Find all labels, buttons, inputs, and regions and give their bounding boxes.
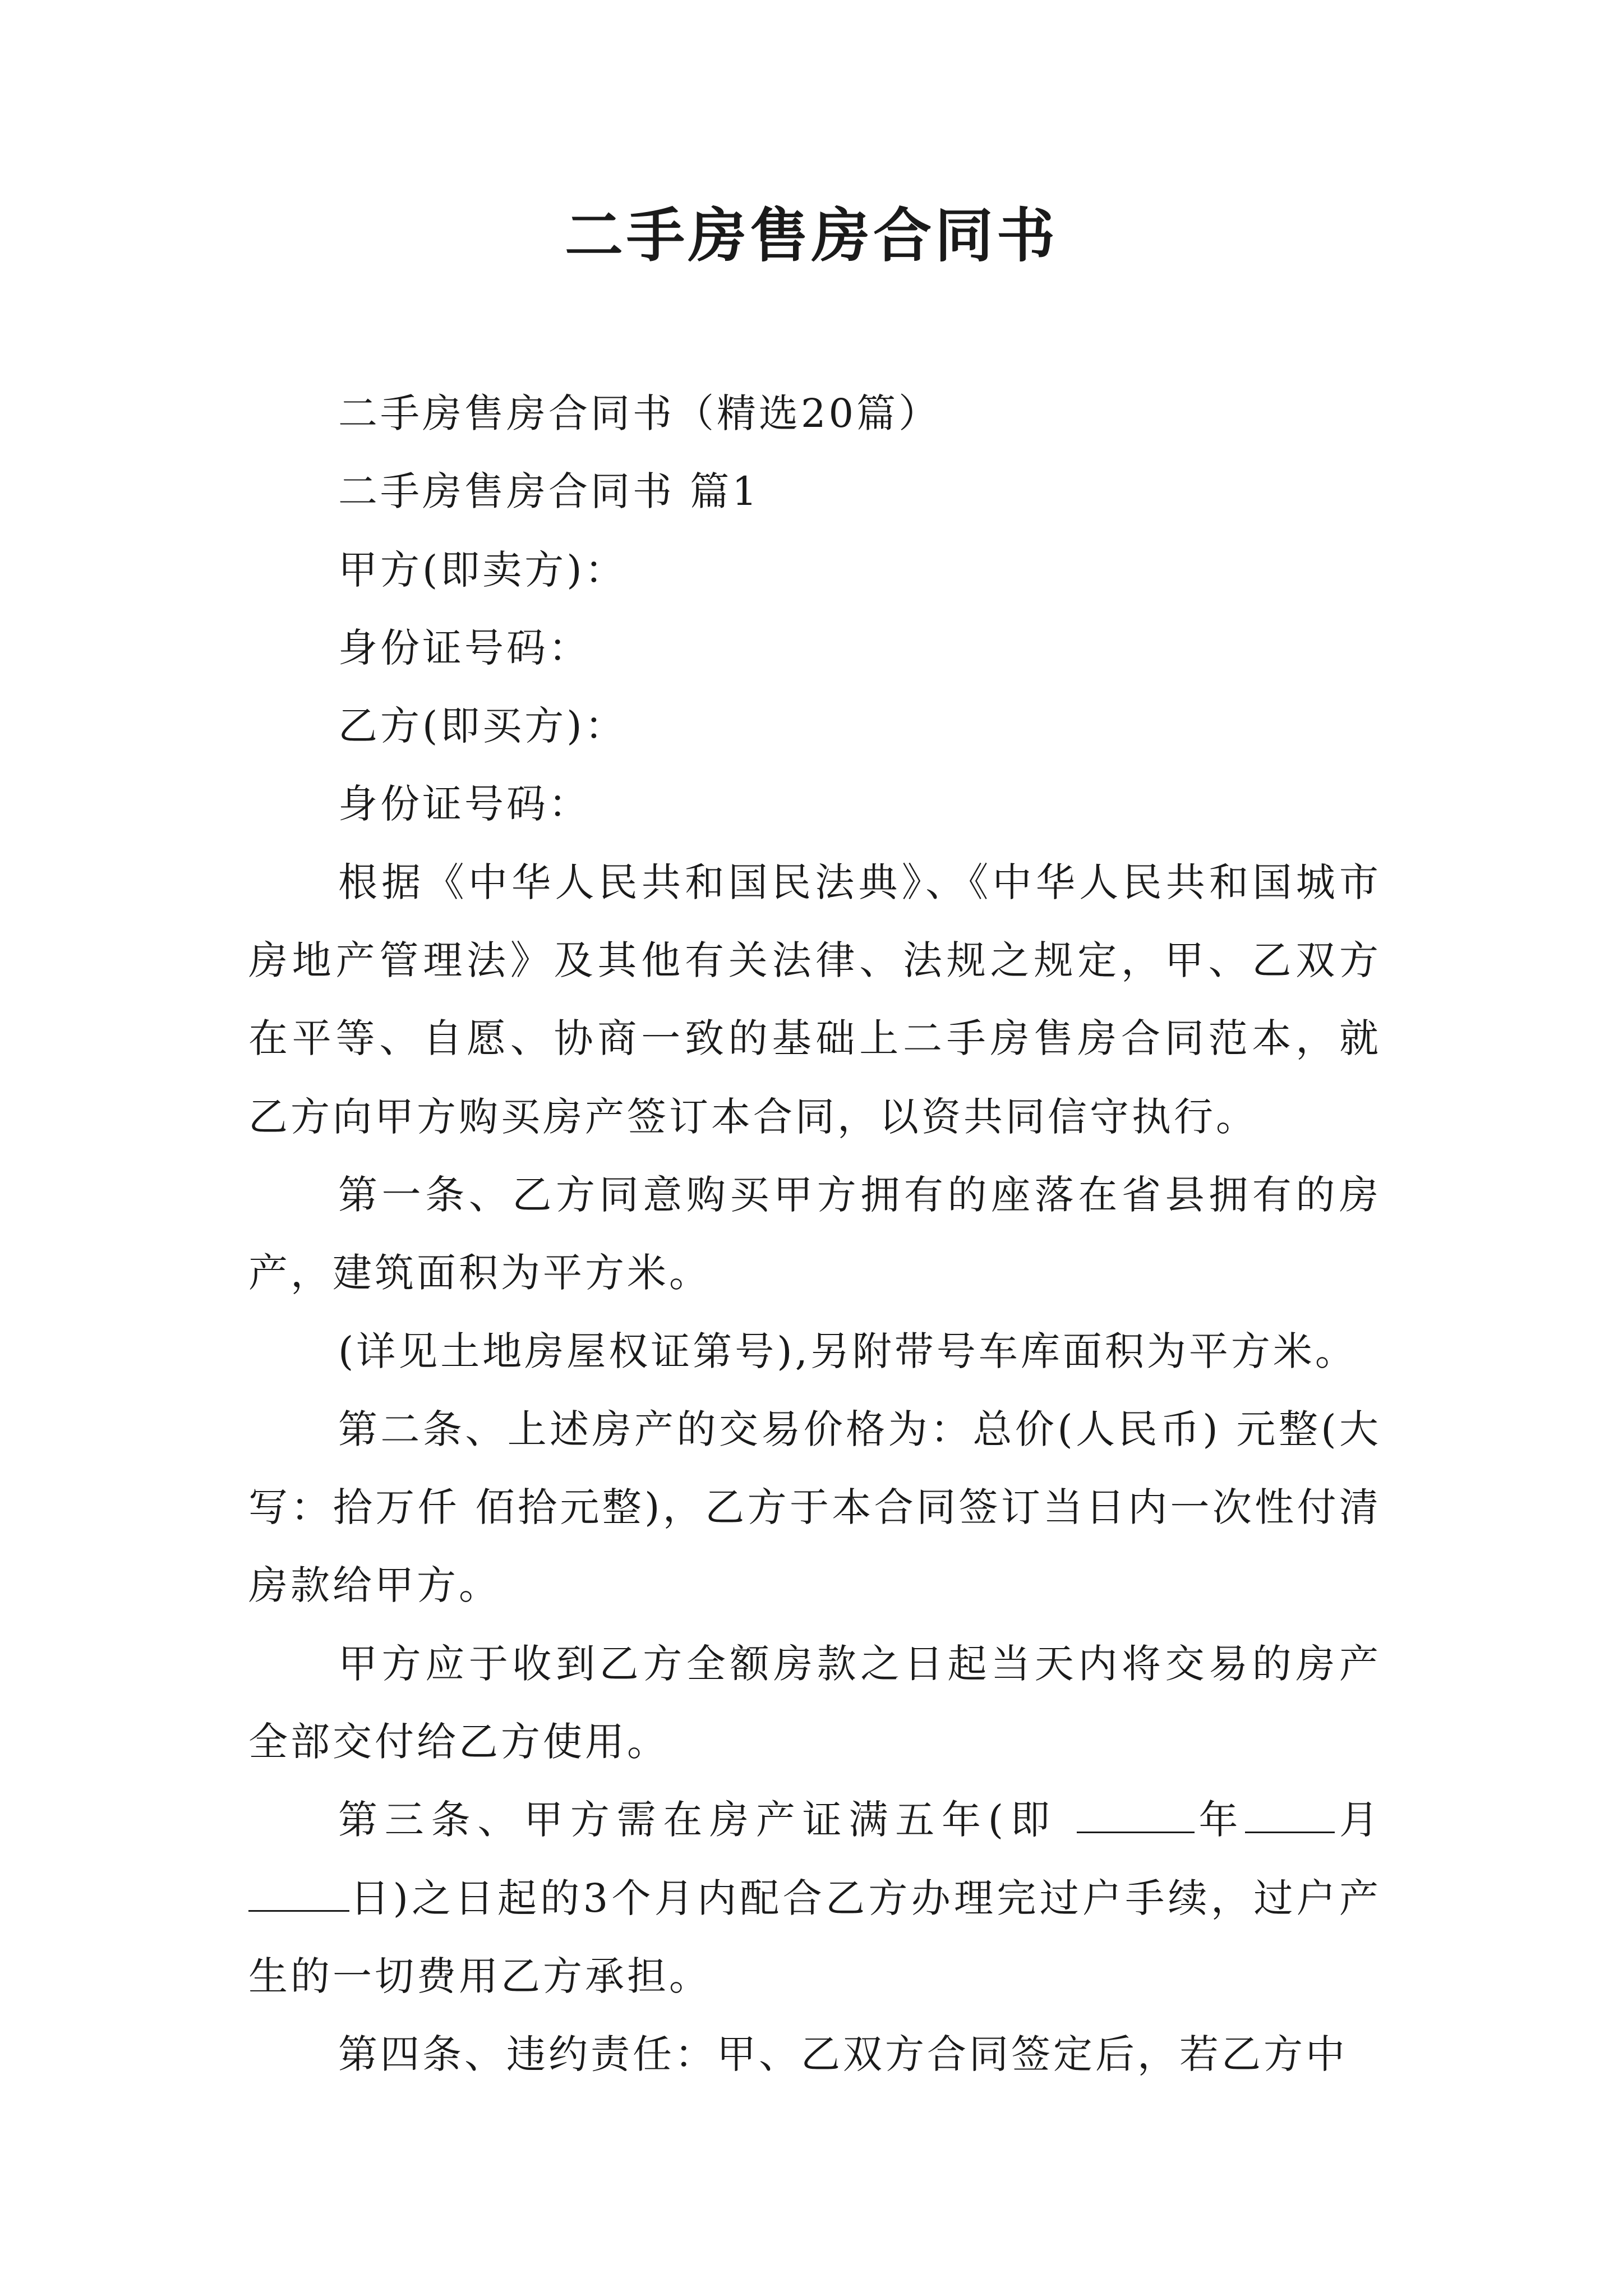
paragraph-section-heading: 二手房售房合同书 篇1 [338, 468, 760, 515]
paragraph-party-a: 甲方(即卖方)： [338, 546, 627, 593]
paragraph-article-1-note: (详见土地房屋权证第号),另附带号车库面积为平方米。 [338, 1328, 1357, 1374]
document-title: 二手房售房合同书 [564, 201, 1058, 270]
year-label: 年 [1194, 1797, 1246, 1843]
paragraph-article-1: 第一条、乙方同意购买甲方拥有的座落在省县拥有的房产，建筑面积为平方米。 [248, 1171, 1381, 1296]
document-body [248, 375, 1381, 2094]
month-label: 月 [1335, 1797, 1382, 1843]
article-3-rest: 日)之日起的3个月内配合乙方办理完过户手续，过户产生的一切费用乙方承担。 [248, 1875, 1381, 1999]
article-3-intro: 第三条、甲方需在房产证满五年(即 [338, 1797, 1077, 1843]
paragraph-subtitle: 二手房售房合同书（精选20篇） [338, 390, 941, 436]
paragraph-party-b-id: 身份证号码： [338, 781, 591, 827]
paragraph-preamble: 根据《中华人民共和国民法典》、《中华人民共和国城市房地产管理法》及其他有关法律、法规之规定，甲、乙双方在平等、自愿、协商一致的基础上二手房售房合同范本，就乙方向甲方购买房产签订本合同，以资共同信守执行。 [248, 859, 1381, 1140]
day-blank [248, 1874, 349, 1912]
year-blank [1077, 1796, 1195, 1833]
paragraph-delivery: 甲方应于收到乙方全额房款之日起当天内将交易的房产全部交付给乙方使用。 [248, 1640, 1381, 1765]
paragraph-article-3 [248, 1781, 1381, 2016]
paragraph-party-a-id: 身份证号码： [338, 624, 591, 671]
month-blank [1245, 1796, 1335, 1833]
paragraph-article-4: 第四条、违约责任：甲、乙双方合同签定后，若乙方中 [338, 2031, 1348, 2078]
paragraph-party-b: 乙方(即买方)： [338, 703, 627, 749]
paragraph-article-2: 第二条、上述房产的交易价格为：总价(人民币) 元整(大写：拾万仟 佰拾元整)，乙方于本合同签订当日内一次性付清房款给甲方。 [248, 1406, 1381, 1609]
